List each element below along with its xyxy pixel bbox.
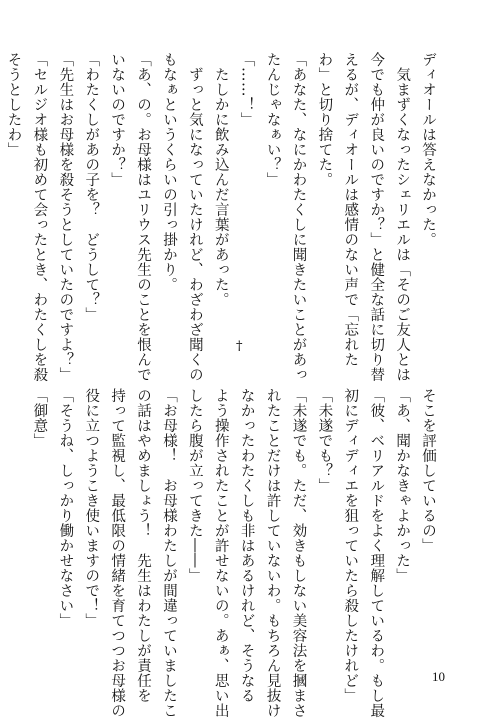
page-number: 10 xyxy=(432,669,445,684)
upper-text-block: ディオールは答えなかった。 気まずくなったシェリエルは「そのご友人とは 今でも仲が良いのですか？」と健全な話に切り替 えるが、ディオールは感情のない声で「忘れた わ」と切り捨てた。 「あなた、なにかわたくしに聞きたいことがあっ たんじゃなぁい？」 「……！」 たしかに飲み込んだ言葉があった。 ずっと気になっていたけれど、わざわざ聞くの もなぁというくらいの引っ掛かり。 「あ、の。お母様はユリウス先生のことを恨んで いないのですか？」 「わたくしがあの子を？ どうして？」 「先生はお母様を殺そうとしていたのですよ？」 「セルジオ様も初めて会ったとき、わたくしを殺 そうとしたわ」 xyxy=(5,52,436,382)
lower-text-block: そこを評価しているの」 「あ、聞かなきゃよかった」 「彼、ベリアルドをよく理解しているわ。もし最 初にディディエを狙っていたら殺したけれど」 「未遂でも？」 「未遂でも。ただ、効きもしない美容法を摑まさ れたことだけは許していないわ。もちろん見抜け なかったわたくしも非はあるけれど、そうなる よう操作されたことが許せないの。あぁ、思い出 したら腹が立ってきた――」 「お母様！ お母様わたしが間違っていましたこ の話はやめましょう！ 先生はわたしが責任を 持って監視し、最低限の情緒を育てつつお母様の 役に立つようこき使いますので！」 「そうね、しっかり働かせなさい」 「御意」 xyxy=(31,388,436,718)
section-divider: † xyxy=(236,339,243,354)
